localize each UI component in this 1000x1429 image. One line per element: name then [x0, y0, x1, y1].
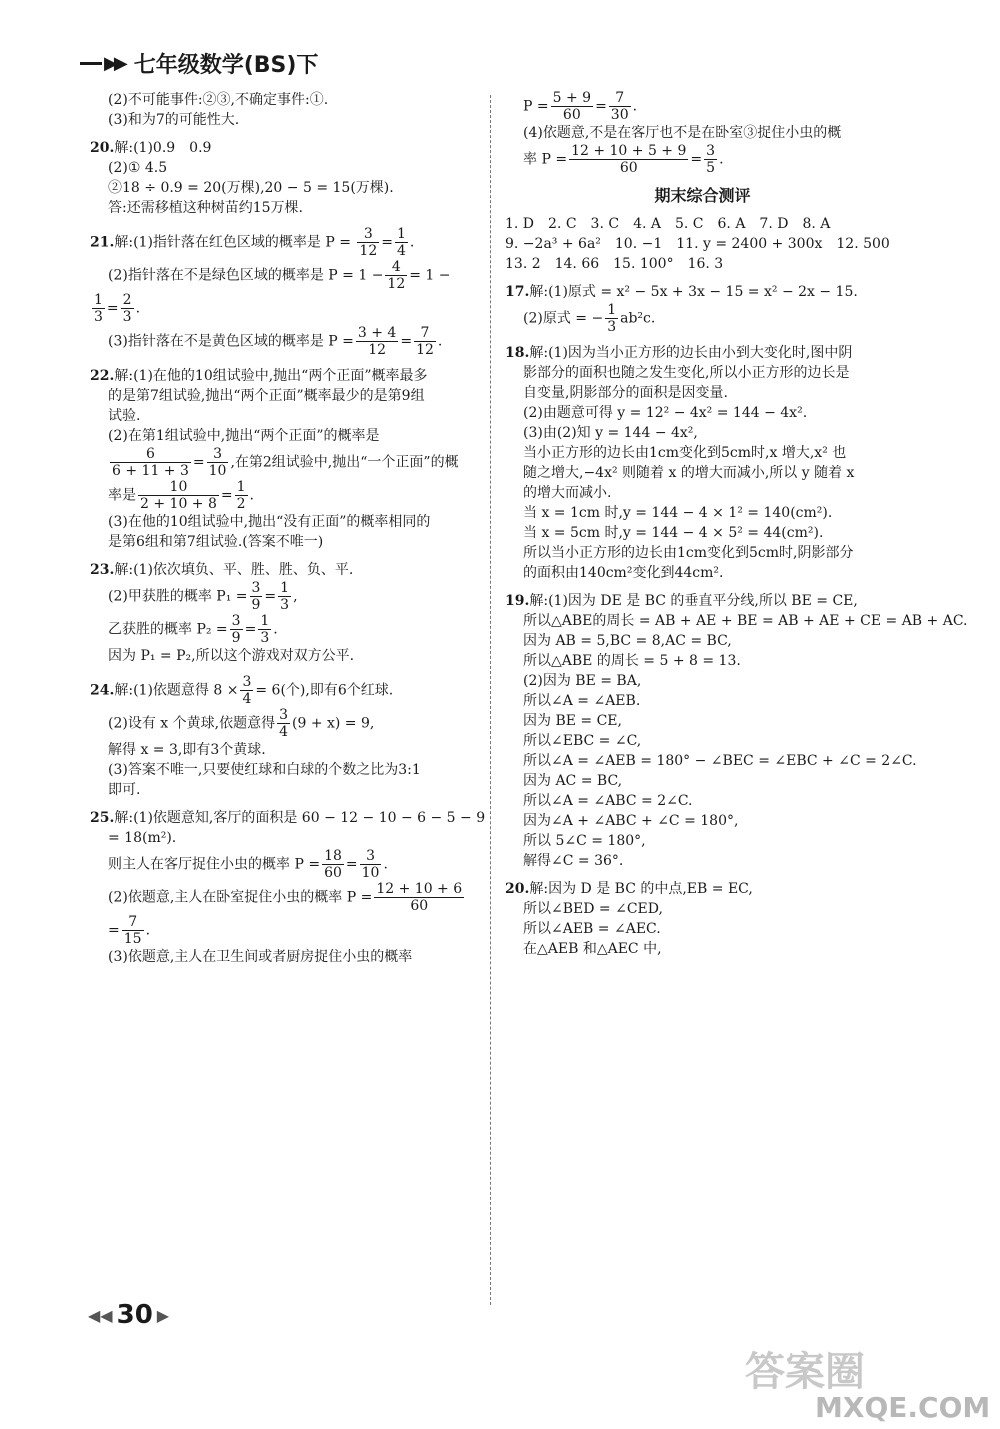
- page-header: [80, 48, 318, 78]
- q25-line: 则主人在客厅捉住小虫的概率 P = $\frac{18}{60}$ = $\frac{3}{10}$ .: [108, 848, 388, 881]
- fraction: $\frac{3}{12}$: [359, 226, 378, 259]
- fraction: $\frac{3}{5}$: [706, 143, 716, 176]
- q25-line: = $\frac{7}{15}$ .: [108, 914, 151, 947]
- q19-line: 因为 AC = BC,: [523, 773, 623, 789]
- fraction: $\frac{1}{4}$: [396, 226, 406, 259]
- page-number: 30: [116, 1300, 153, 1330]
- q18-line: 当 x = 5cm 时,y = 144 − 4 × 5² = 44(cm²).: [523, 525, 824, 541]
- q18-line: 的面积由140cm²变化到44cm².: [523, 565, 724, 581]
- mc-answers-line: 9. −2a³ + 6a² 10. −1 11. y = 2400 + 300x 12. 500: [505, 236, 890, 252]
- fraction: $\frac{1}{3}$: [280, 580, 290, 613]
- fraction: $\frac{12 + 10 + 6}{60}$: [376, 881, 463, 914]
- question-number: 20.: [90, 140, 115, 156]
- q18-line: 的增大而减小.: [523, 485, 612, 501]
- q20-line: ②18 ÷ 0.9 = 20(万棵),20 − 5 = 15(万棵).: [108, 180, 394, 196]
- fraction: $\frac{3}{10}$: [361, 848, 380, 881]
- q21-line: 21.解:(1)指针落在红色区域的概率是 P = $\frac{3}{12}$ = $\frac{1}{4}$ .: [90, 226, 415, 259]
- watermark-url: MXQE.COM: [815, 1391, 991, 1424]
- q18-line: (3)由(2)知 y = 144 − 4x²,: [523, 425, 698, 441]
- q23-line: 乙获胜的概率 P₂ = $\frac{3}{9}$ = $\frac{1}{3}$ .: [108, 613, 278, 646]
- q18-line: 当小正方形的边长由1cm变化到5cm时,x 增大,x² 也: [523, 445, 847, 461]
- q24-line: (2)设有 x 个黄球,依题意得 $\frac{3}{4}$ (9 + x) = 9,: [108, 707, 375, 740]
- page-number-badge: [88, 1300, 169, 1330]
- fraction: $\frac{3}{4}$: [279, 707, 288, 740]
- q20-line: (2)① 4.5: [108, 160, 168, 176]
- question-number: 17.: [505, 284, 530, 300]
- q19-line: 所以△ABE的周长 = AB + AE + BE = AB + AE + CE = AB + AC.: [523, 613, 968, 629]
- q17-line: 17.解:(1)原式 = x² − 5x + 3x − 15 = x² − 2x − 15.: [505, 284, 858, 300]
- q24-line: 解得 x = 3,即有3个黄球.: [108, 742, 266, 758]
- q22-line: 试验.: [108, 408, 141, 424]
- chevron-right-icon: ▶: [156, 1305, 170, 1325]
- fraction: $\frac{7}{15}$: [123, 914, 142, 947]
- q21-line: (2)指针落在不是绿色区域的概率是 P = 1 − $\frac{4}{12}$ = 1 −: [108, 259, 451, 292]
- fast-forward-icon: ▶▶: [104, 52, 124, 74]
- right-column: [505, 90, 968, 959]
- q22-line: 的是第7组试验,抛出“两个正面”概率最少的是第9组: [108, 388, 425, 404]
- q18-line: 自变量,阴影部分的面积是因变量.: [523, 385, 728, 401]
- section-title: 期末综合测评: [654, 186, 751, 205]
- watermark-logo: [745, 1340, 991, 1424]
- q19-line: (3)和为7的可能性大.: [108, 112, 240, 128]
- q22-line: $\frac{6}{6 + 11 + 3}$ = $\frac{3}{10}$ ,在第2组试验中,抛出“一个正面”的概: [112, 446, 459, 479]
- q17-line: (2)原式 = − $\frac{1}{3}$ ab²c.: [523, 302, 656, 335]
- question-number: 25.: [90, 810, 115, 826]
- question-number: 20.: [505, 881, 530, 897]
- mc-answers-line: 1. D 2. C 3. C 4. A 5. C 6. A 7. D 8. A: [505, 216, 831, 232]
- fraction: $\frac{7}{12}$: [416, 325, 434, 358]
- q19-line: 所以∠EBC = ∠C,: [523, 733, 642, 749]
- q18-line: (2)由题意可得 y = 12² − 4x² = 144 − 4x².: [523, 405, 808, 421]
- q25-continued-line: P = $\frac{5 + 9}{60}$ = $\frac{7}{30}$ .: [523, 90, 638, 123]
- q18-line: 所以当小正方形的边长由1cm变化到5cm时,阴影部分: [523, 545, 854, 561]
- fraction: $\frac{5 + 9}{60}$: [552, 90, 592, 123]
- q20-line: 所以∠AEB = ∠AEC.: [523, 921, 661, 937]
- mc-answers-line: 13. 2 14. 66 15. 100° 16. 3: [505, 256, 724, 272]
- header-title: 七年级数学(BS)下: [133, 52, 319, 78]
- q19-line: 因为∠A + ∠ABC + ∠C = 180°,: [523, 813, 739, 829]
- q21-line: (3)指针落在不是黄色区域的概率是 P = $\frac{3 + 4}{12}$ = $\frac{7}{12}$ .: [108, 325, 443, 358]
- header-rule: [80, 62, 102, 65]
- q20-line: 在△AEB 和△AEC 中,: [523, 941, 662, 957]
- q24-line: (3)答案不唯一,只要使红球和白球的个数之比为3:1: [108, 762, 421, 778]
- fraction: $\frac{7}{30}$: [610, 90, 629, 123]
- q19-line: 所以 5∠C = 180°,: [523, 833, 646, 849]
- watermark-text: 答案圈: [745, 1349, 865, 1395]
- q19-line: 所以△ABE 的周长 = 5 + 8 = 13.: [523, 653, 741, 669]
- fraction: $\frac{3 + 4}{12}$: [357, 325, 397, 358]
- question-number: 21.: [90, 234, 115, 251]
- q19-line: 因为 BE = CE,: [523, 713, 622, 729]
- q18-line: 当 x = 1cm 时,y = 144 − 4 × 1² = 140(cm²).: [523, 505, 833, 521]
- question-number: 23.: [90, 562, 115, 578]
- question-number: 24.: [90, 682, 115, 699]
- fraction: $\frac{1}{3}$: [260, 613, 270, 646]
- fraction: $\frac{3}{4}$: [242, 674, 252, 707]
- fraction: $\frac{18}{60}$: [324, 848, 342, 881]
- q23-line: (2)甲获胜的概率 P₁ = $\frac{3}{9}$ = $\frac{1}{3}$ ,: [108, 580, 298, 613]
- q21-line: $\frac{1}{3}$ = $\frac{2}{3}$ .: [94, 292, 141, 325]
- fraction: $\frac{3}{9}$: [251, 580, 261, 613]
- fraction: $\frac{3}{10}$: [208, 446, 227, 479]
- q22-line: (2)在第1组试验中,抛出“两个正面”的概率是: [108, 428, 380, 444]
- q25-line: 25.解:(1)依题意知,客厅的面积是 60 − 12 − 10 − 6 − 5 − 9: [90, 810, 486, 826]
- left-column: [90, 90, 486, 967]
- chevron-left-icon: ◀◀: [88, 1305, 113, 1325]
- fraction: $\frac{1}{3}$: [94, 292, 103, 325]
- q19-line: 因为 AB = 5,BC = 8,AC = BC,: [523, 633, 732, 649]
- q19-line: 解得∠C = 36°.: [523, 853, 624, 869]
- q20-line: 20.解:(1)0.9 0.9: [90, 140, 212, 156]
- q22-line: 是第6组和第7组试验.(答案不唯一): [108, 534, 324, 550]
- q25-continued-line: 率 P = $\frac{12 + 10 + 5 + 9}{60}$ = $\frac{3}{5}$ .: [523, 143, 724, 176]
- fraction: $\frac{2}{3}$: [122, 292, 132, 325]
- fraction: $\frac{10}{2 + 10 + 8}$: [140, 479, 217, 512]
- question-number: 19.: [505, 593, 530, 609]
- q23-line: 23.解:(1)依次填负、平、胜、胜、负、平.: [90, 562, 354, 578]
- q19-line: 所以∠A = ∠AEB = 180° − ∠BEC = ∠EBC + ∠C = 2∠C.: [523, 753, 917, 769]
- q24-line: 24.解:(1)依题意得 8 × $\frac{3}{4}$ = 6(个),即有6个红球.: [90, 674, 394, 707]
- q25-line: = 18(m²).: [108, 830, 177, 846]
- fraction: $\frac{3}{9}$: [231, 613, 241, 646]
- column-divider: [490, 95, 491, 1305]
- q19-line: 所以∠A = ∠ABC = 2∠C.: [523, 793, 693, 809]
- q19-line: 19.解:(1)因为 DE 是 BC 的垂直平分线,所以 BE = CE,: [505, 593, 858, 609]
- q25-continued-line: (4)依题意,不是在客厅也不是在卧室③捉住小虫的概: [523, 125, 842, 141]
- q25-line: (2)依题意,主人在卧室捉住小虫的概率 P = $\frac{12 + 10 + 6}{60}$: [108, 881, 463, 914]
- q22-line: 22.解:(1)在他的10组试验中,抛出“两个正面”概率最多: [90, 368, 428, 384]
- fraction: $\frac{6}{6 + 11 + 3}$: [112, 446, 189, 479]
- fraction: $\frac{4}{12}$: [387, 259, 406, 292]
- q23-line: 因为 P₁ = P₂,所以这个游戏对双方公平.: [108, 648, 355, 664]
- q20-line: 所以∠BED = ∠CED,: [523, 901, 663, 917]
- fraction: $\frac{12 + 10 + 5 + 9}{60}$: [571, 143, 687, 176]
- q19-line: (2)不可能事件:②③,不确定事件:①.: [108, 92, 329, 108]
- fraction: $\frac{1}{3}$: [607, 302, 617, 335]
- q18-line: 随之增大,−4x² 则随着 x 的增大而减小,所以 y 随着 x: [523, 465, 855, 481]
- fraction: $\frac{1}{2}$: [236, 479, 246, 512]
- q24-line: 即可.: [108, 782, 141, 798]
- q22-line: (3)在他的10组试验中,抛出“没有正面”的概率相同的: [108, 514, 431, 530]
- q18-line: 18.解:(1)因为当小正方形的边长由小到大变化时,图中阴: [505, 345, 853, 361]
- question-number: 22.: [90, 368, 115, 384]
- q19-line: (2)因为 BE = BA,: [523, 673, 642, 689]
- q25-line: (3)依题意,主人在卫生间或者厨房捉住小虫的概率: [108, 949, 413, 965]
- q18-line: 影部分的面积也随之发生变化,所以小正方形的边长是: [523, 365, 850, 381]
- q19-line: 所以∠A = ∠AEB.: [523, 693, 641, 709]
- q22-line: 率是 $\frac{10}{2 + 10 + 8}$ = $\frac{1}{2}$ .: [108, 479, 254, 512]
- q20-line: 答:还需移植这种树苗约15万棵.: [108, 200, 303, 216]
- question-number: 18.: [505, 345, 530, 361]
- q20-line: 20.解:因为 D 是 BC 的中点,EB = EC,: [505, 881, 753, 897]
